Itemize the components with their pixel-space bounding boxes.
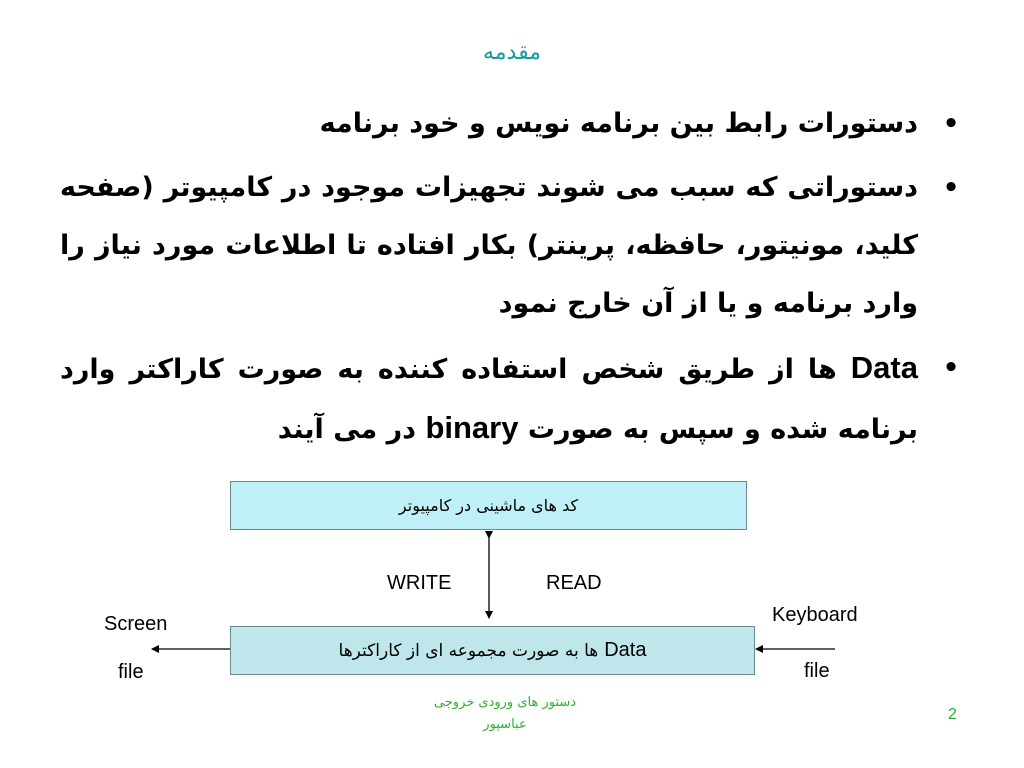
bullet-text-2: دستوراتی که سبب می شوند تجهیزات موجود در کامپیوتر (صفحه کلید، مونیتور، حافظه، پرینتر) بکار افتاده تا اطلاعات مورد نیاز را وارد برنامه و یا از آن خارج نمود [60,172,918,319]
bullet-3-binary-word: binary [425,410,519,445]
bullet-dot-icon: • [942,109,960,139]
data-box-text: ها به صورت مجموعه ای از کاراکترها [338,640,599,661]
machine-code-label: کد های ماشینی در کامپیوتر [398,496,579,515]
footer-line-1: دستور های ورودی خروجی [433,695,577,710]
footer [380,692,630,736]
screen-label: Screen [104,613,168,635]
read-label: READ [546,572,602,594]
input-file-label: file [804,660,830,682]
data-box-lead: Data [604,639,647,661]
footer-line-2: عباسپور [483,717,527,732]
page-number: 2 [948,706,957,723]
bullet-text-3b: در می آیند [277,414,417,445]
slide-title: مقدمه [482,40,542,65]
bullet-text-1: دستورات رابط بین برنامه نویس و خود برنامه [319,108,918,139]
output-file-label: file [118,661,144,683]
write-label: WRITE [387,572,452,594]
bullet-text-3a: ها از طریق شخص استفاده کننده به صورت کاراکتر وارد برنامه شده و سپس به صورت [60,354,918,445]
bullet-3-data-word: Data [850,350,918,385]
bullet-dot-icon: • [942,353,960,383]
keyboard-label: Keyboard [772,604,858,626]
bullet-dot-icon: • [942,173,960,203]
